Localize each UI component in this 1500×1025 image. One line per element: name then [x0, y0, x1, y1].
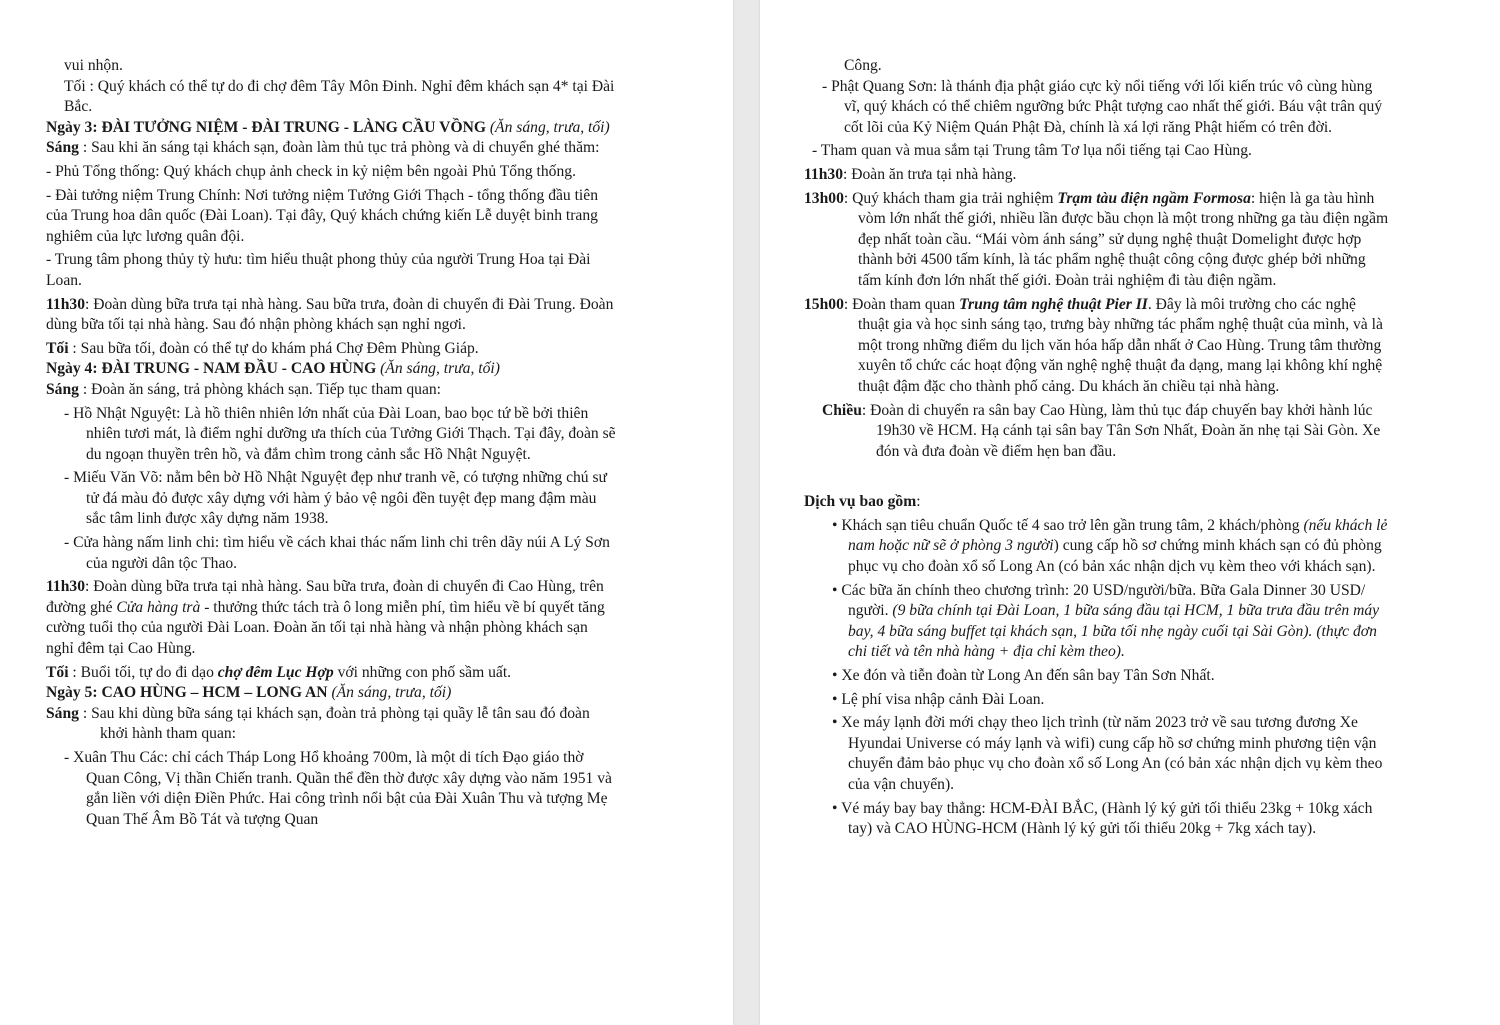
document-page-left: [0, 0, 733, 1025]
afternoon-note: Chiều: Đoàn di chuyển ra sân bay Cao Hùng, làm thủ tục đáp chuyến bay khởi hành lúc 19h30 về HCM. Hạ cánh tại sân bay Tân Sơn Nhất, Đoàn ăn nhẹ tại Sài Gòn. Xe đón và đưa đoàn về điểm hẹn ban đầu.: [822, 401, 1381, 460]
list-item: - Trung tâm phong thủy tỳ hưu: tìm hiểu thuật phong thủy của người Trung Hoa tại Đài Loan.: [46, 251, 591, 289]
day5-heading: Ngày 5: CAO HÙNG – HCM – LONG AN (Ăn sáng, trưa, tối): [46, 684, 452, 702]
list-item: - Phật Quang Sơn: là thánh địa phật giáo cực kỳ nổi tiếng với lối kiến trúc vô cùng hùng vĩ, quý khách có thể chiêm ngưỡng bức Phật tượng cao nhất thế giới. Báu vật trân quý cốt lõi của Kỷ Niệm Quán Phật Đà, chính là xá lợi răng Phật hiếm có trên đời.: [822, 77, 1383, 136]
service-item: • Các bữa ăn chính theo chương trình: 20 USD/người/bữa. Bữa Gala Dinner 30 USD/ người. (9 bữa chính tại Đài Loan, 1 bữa sáng đầu tại HCM, 1 bữa trưa đầu trên máy bay, 4 bữa sáng buffet tại khách sạn, 1 bữa tối nhẹ ngày cuối tại Sài Gòn). (thực đơn chi tiết và tên nhà hàng + địa chỉ kèm theo).: [832, 581, 1380, 661]
list-item: - Cửa hàng nấm linh chi: tìm hiểu về cách khai thác nấm linh chi trên dãy núi A Lý Sơn của người dân tộc Thao.: [64, 534, 610, 572]
right-column: [804, 56, 1389, 840]
service-item: • Khách sạn tiêu chuẩn Quốc tế 4 sao trở lên gần trung tâm, 2 khách/phòng (nếu khách lẻ nam hoặc nữ sẽ ở phòng 3 người) cung cấp hồ sơ chứng minh khách sạn có đủ phòng phục vụ cho đoàn xổ số Long An (có bản xác nhận dịch vụ kèm theo với khách sạn).: [832, 516, 1388, 576]
list-item: - Xuân Thu Các: chỉ cách Tháp Long Hổ khoảng 700m, là một di tích Đạo giáo thờ Quan Công, Vị thần Chiến tranh. Quần thể đền thờ được xây dựng vào năm 1951 và gắn liền với diện Điền Phức. Hai công trình nổi bật của Đài Xuân Thu và tượng Mẹ Quan Thế Âm Bồ Tát và tượng Quan: [64, 749, 612, 828]
day4-lunch: 11h30: Đoàn dùng bữa trưa tại nhà hàng. Sau bữa trưa, đoàn di chuyển đi Cao Hùng, trên đường ghé Cửa hàng trà - thưởng thức tách trà ô long miễn phí, tìm hiểu về bí quyết tăng cường tuổi thọ của người Đài Loan. Đoàn ăn tối tại nhà hàng và nhận phòng khách sạn nghỉ đêm tại Cao Hùng.: [46, 578, 605, 658]
day4-heading: Ngày 4: ĐÀI TRUNG - NAM ĐẦU - CAO HÙNG (Ăn sáng, trưa, tối): [46, 360, 500, 378]
services-heading: Dịch vụ bao gồm:: [804, 493, 921, 511]
list-item: - Phủ Tổng thống: Quý khách chụp ảnh check in kỷ niệm bên ngoài Phủ Tổng thống.: [46, 162, 576, 180]
day4-evening: Tối : Buổi tối, tự do đi dạo chợ đêm Lục Hợp với những con phố sầm uất.: [46, 663, 512, 681]
day3-lunch: 11h30: Đoàn dùng bữa trưa tại nhà hàng. Sau bữa trưa, đoàn di chuyển đi Đài Trung. Đoàn dùng bữa tối tại nhà hàng. Sau đó nhận phòng khách sạn nghỉ ngơi.: [46, 295, 614, 334]
list-item: - Miếu Văn Võ: nằm bên bờ Hồ Nhật Nguyệt đẹp như tranh vẽ, có tượng những chú sư tử đá màu đỏ được xây dựng với hàm ý bảo vệ ngôi đền tuyệt đẹp mang đậm màu sắc tâm linh được xây dựng năm 1938.: [64, 469, 608, 528]
metro-visit: 13h00: Quý khách tham gia trải nghiệm Trạm tàu điện ngầm Formosa: hiện là ga tàu hình vòm lớn nhất thế giới, nhiều lần được bầu chọn là một trong những ga tàu điện ngầm đẹp nhất toàn cầu. “Mái vòm ánh sáng” sử dụng nghệ thuật Domelight được hợp thành bởi 4500 tấm kính, là tác phẩm nghệ thuật công cộng được ghép bởi những tấm kính đơn lớn nhất thế giới. Đoàn trải nghiệm đi tàu điện ngầm.: [804, 189, 1389, 289]
paragraph: vui nhộn.: [64, 57, 123, 74]
paragraph: Công.: [844, 57, 882, 74]
day3-evening: Tối : Sau bữa tối, đoàn có thể tự do khám phá Chợ Đêm Phùng Giáp.: [46, 339, 479, 357]
service-item: • Xe máy lạnh đời mới chạy theo lịch trình (từ năm 2023 trở về sau tương đương Xe Hyundai Universe có máy lạnh và wifi) cung cấp hồ sơ chứng minh phương tiện vận chuyển đảm bảo phục vụ cho đoàn xổ số Long An (có bản xác nhận dịch vụ kèm theo của vận chuyển).: [832, 714, 1383, 793]
pier-visit: 15h00: Đoàn tham quan Trung tâm nghệ thuật Pier II. Đây là môi trường cho các nghệ thuật gia và học sinh sáng tạo, trưng bày những tác phẩm nghệ thuật của mình, và là một trong những điểm du lịch văn hóa hấp dẫn nhất ở Cao Hùng. Trung tâm thường xuyên tổ chức các hoạt động văn nghệ nghệ thuật đa dạng, mang lại không khí nghệ thuật đậm đặc cho thành phố cảng. Du khách ăn chiều tại nhà hàng.: [804, 295, 1383, 395]
service-item: • Lệ phí visa nhập cảnh Đài Loan.: [832, 690, 1045, 708]
list-item: - Hồ Nhật Nguyệt: Là hồ thiên nhiên lớn nhất của Đài Loan, bao bọc tứ bề bởi thiên nhiên tươi mát, là điểm nghỉ dưỡng ưa thích của Tưởng Giới Thạch. Tại đây, đoàn sẽ du ngoạn thuyền trên hồ, và đắm chìm trong cảnh sắc Hồ Nhật Nguyệt.: [64, 404, 616, 463]
service-item: • Vé máy bay bay thẳng: HCM-ĐÀI BẮC, (Hành lý ký gửi tối thiểu 23kg + 10kg xách tay) và CAO HÙNG-HCM (Hành lý ký gửi tối thiểu 20kg + 7kg xách tay).: [832, 799, 1373, 838]
day3-heading: Ngày 3: ĐÀI TƯỞNG NIỆM - ĐÀI TRUNG - LÀNG CẦU VỒNG (Ăn sáng, trưa, tối): [46, 118, 610, 136]
day3-morning: Sáng : Sau khi ăn sáng tại khách sạn, đoàn làm thủ tục trả phòng và di chuyển ghé thăm:: [46, 139, 600, 157]
day4-morning: Sáng : Đoàn ăn sáng, trả phòng khách sạn. Tiếp tục tham quan:: [46, 380, 442, 398]
day5-morning: Sáng : Sau khi dùng bữa sáng tại khách sạn, đoàn trả phòng tại quầy lễ tân sau đó đoàn khởi hành tham quan:: [46, 704, 590, 743]
evening-note: Tối : Quý khách có thể tự do đi chợ đêm Tây Môn Đinh. Nghỉ đêm khách sạn 4* tại Đài Bắc.: [64, 77, 615, 116]
list-item: - Tham quan và mua sắm tại Trung tâm Tơ lụa nổi tiếng tại Cao Hùng.: [812, 142, 1252, 160]
list-item: - Đài tưởng niệm Trung Chính: Nơi tưởng niệm Tưởng Giới Thạch - tổng thống đầu tiên của Trung hoa dân quốc (Đài Loan). Tại đây, Quý khách chứng kiến Lễ duyệt binh trang nghiêm của lực lương quân đội.: [46, 186, 598, 245]
left-column: [46, 56, 616, 830]
lunch-time: 11h30: Đoàn ăn trưa tại nhà hàng.: [804, 165, 1017, 183]
document-page-right: [760, 0, 1500, 1025]
service-item: • Xe đón và tiễn đoàn từ Long An đến sân bay Tân Sơn Nhất.: [832, 667, 1215, 685]
